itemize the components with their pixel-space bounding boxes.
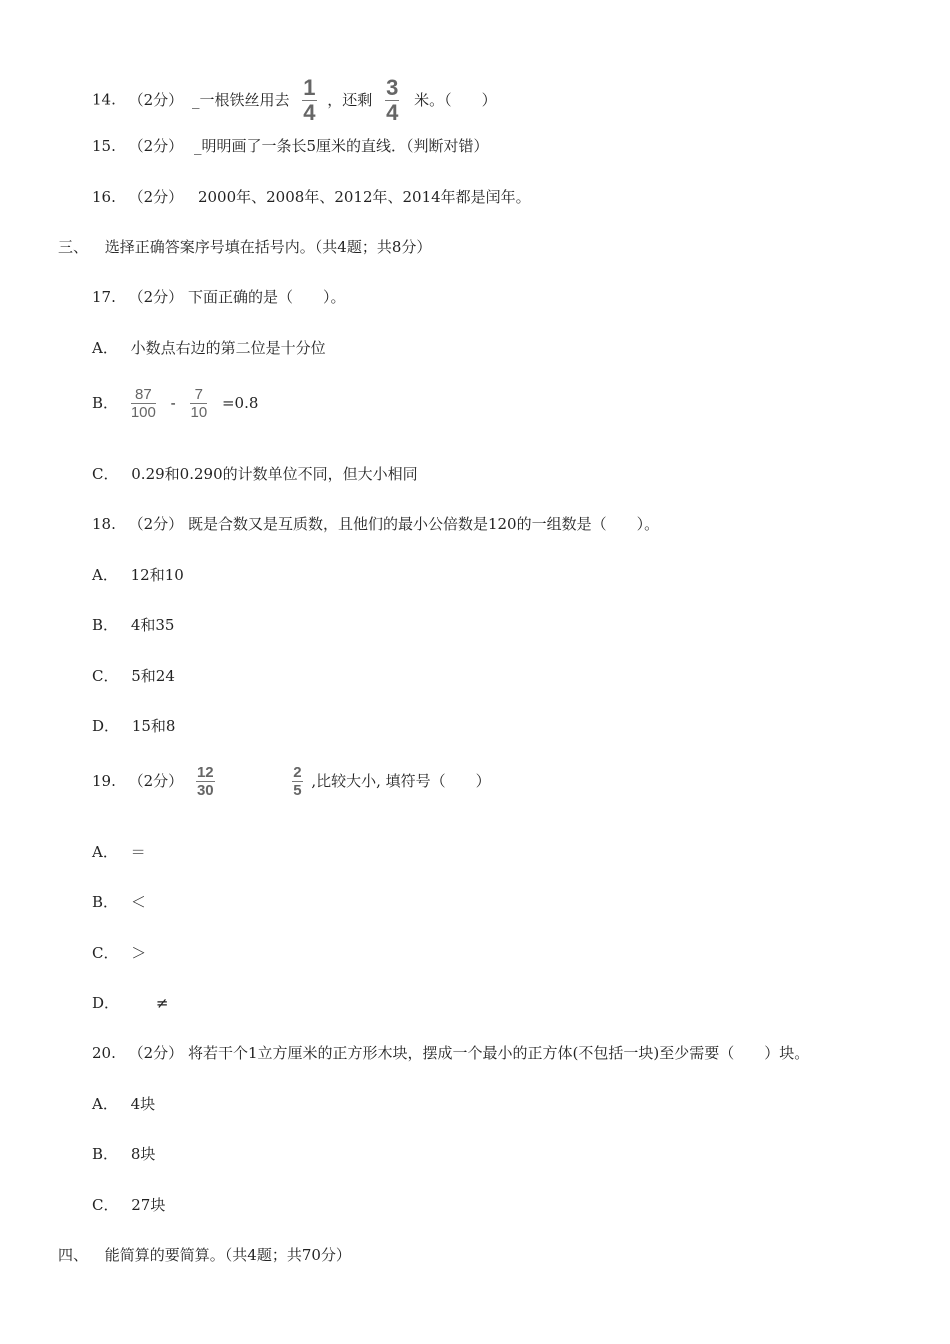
fraction bbox=[302, 77, 316, 124]
option-20-a[interactable] bbox=[92, 1094, 155, 1114]
option-text: ≠ bbox=[155, 994, 169, 1012]
operator: - bbox=[170, 394, 176, 412]
question-14 bbox=[92, 77, 497, 124]
fraction-denominator: 100 bbox=[130, 403, 156, 421]
fraction bbox=[131, 387, 156, 420]
option-label: A． bbox=[92, 566, 118, 584]
question-15 bbox=[92, 136, 489, 156]
section-heading-4 bbox=[58, 1245, 351, 1265]
fraction-denominator: 4 bbox=[386, 100, 399, 125]
fraction-numerator: 3 bbox=[386, 75, 399, 100]
option-label: C． bbox=[92, 667, 119, 685]
option-19-d[interactable] bbox=[92, 993, 168, 1013]
question-number: 18. bbox=[92, 515, 116, 533]
fraction bbox=[292, 765, 302, 798]
question-number: 16. bbox=[92, 188, 116, 206]
option-label: B． bbox=[92, 616, 119, 634]
question-score: （2分） bbox=[128, 90, 184, 109]
option-17-b[interactable] bbox=[92, 384, 258, 421]
question-text: ,比较大小, 填符号（ ） bbox=[311, 772, 491, 790]
fraction-denominator: 5 bbox=[293, 781, 302, 799]
option-text: 5和24 bbox=[131, 667, 175, 685]
question-19 bbox=[92, 760, 491, 801]
fraction-numerator: 7 bbox=[194, 385, 203, 403]
question-score: （2分） bbox=[128, 1044, 184, 1062]
question-16 bbox=[92, 187, 531, 207]
option-18-d[interactable] bbox=[92, 716, 175, 736]
question-17 bbox=[92, 287, 345, 307]
option-text: 15和8 bbox=[131, 717, 176, 735]
question-text: _明明画了一条长5厘米的直线．（判断对错） bbox=[193, 137, 489, 155]
option-19-c[interactable] bbox=[92, 943, 146, 963]
option-text: 12和10 bbox=[130, 566, 184, 584]
section-label: 三、 bbox=[58, 238, 89, 256]
section-title: 能简算的要简算。（共4题；共70分） bbox=[104, 1246, 351, 1264]
option-text: ＝ bbox=[130, 843, 146, 861]
fraction bbox=[190, 387, 207, 420]
option-20-b[interactable] bbox=[92, 1144, 155, 1164]
section-label: 四、 bbox=[58, 1246, 89, 1264]
question-20 bbox=[92, 1043, 809, 1063]
question-score: （2分） bbox=[128, 515, 184, 533]
fraction-numerator: 87 bbox=[134, 385, 152, 403]
option-label: B． bbox=[92, 893, 119, 911]
option-18-c[interactable] bbox=[92, 666, 175, 686]
fraction-denominator: 4 bbox=[303, 100, 316, 125]
question-text: 既是合数又是互质数，且他们的最小公倍数是120的一组数是（ ）。 bbox=[187, 515, 660, 533]
fraction-denominator: 10 bbox=[190, 403, 208, 421]
fraction bbox=[385, 77, 399, 124]
option-label: C． bbox=[92, 465, 119, 483]
option-label: D． bbox=[92, 994, 120, 1012]
question-number: 15. bbox=[92, 137, 116, 155]
section-heading-3 bbox=[58, 237, 431, 257]
question-text: 下面正确的是（ ）。 bbox=[187, 288, 346, 306]
fraction-numerator: 1 bbox=[303, 75, 316, 100]
option-text: 27块 bbox=[131, 1196, 166, 1214]
fraction-denominator: 30 bbox=[196, 781, 214, 799]
option-text: ＜ bbox=[130, 893, 146, 911]
option-text: 小数点右边的第二位是十分位 bbox=[130, 339, 326, 357]
option-label: A． bbox=[92, 339, 118, 357]
question-number: 19. bbox=[92, 772, 116, 790]
fraction-numerator: 12 bbox=[196, 763, 214, 781]
option-18-b[interactable] bbox=[92, 615, 174, 635]
question-score: （2分） bbox=[128, 772, 184, 790]
option-text: =0.8 bbox=[221, 394, 259, 412]
option-18-a[interactable] bbox=[92, 565, 184, 585]
option-17-c[interactable] bbox=[92, 464, 418, 484]
option-label: C． bbox=[92, 944, 119, 962]
question-text: ，还剩 bbox=[327, 90, 373, 109]
option-text: ＞ bbox=[131, 944, 147, 962]
option-text: 4和35 bbox=[130, 616, 175, 634]
question-text: 将若干个1立方厘米的正方形木块，摆成一个最小的正方体(不包括一块)至少需要（ ）块。 bbox=[187, 1044, 810, 1062]
fraction bbox=[196, 765, 215, 798]
question-number: 20. bbox=[92, 1044, 116, 1062]
option-20-c[interactable] bbox=[92, 1195, 165, 1215]
question-score: （2分） bbox=[128, 288, 184, 306]
section-title: 选择正确答案序号填在括号内。（共4题；共8分） bbox=[104, 238, 432, 256]
fraction-numerator: 2 bbox=[293, 763, 302, 781]
question-score: （2分） bbox=[128, 188, 184, 206]
question-score: （2分） bbox=[128, 137, 184, 155]
option-19-a[interactable] bbox=[92, 842, 146, 862]
option-label: D． bbox=[92, 717, 120, 735]
question-text: _一根铁丝用去 bbox=[191, 90, 290, 109]
option-label: B． bbox=[92, 1145, 119, 1163]
option-label: C． bbox=[92, 1196, 119, 1214]
option-text: 4块 bbox=[130, 1095, 156, 1113]
option-label: A． bbox=[92, 1095, 118, 1113]
question-text: 米。（ ） bbox=[414, 90, 497, 109]
option-label: B． bbox=[92, 394, 119, 412]
option-19-b[interactable] bbox=[92, 892, 146, 912]
option-text: 8块 bbox=[130, 1145, 156, 1163]
option-17-a[interactable] bbox=[92, 338, 326, 358]
question-18 bbox=[92, 514, 659, 534]
question-number: 14. bbox=[92, 90, 116, 109]
question-number: 17. bbox=[92, 288, 116, 306]
option-text: 0.29和0.290的计数单位不同，但大小相同 bbox=[131, 465, 418, 483]
option-label: A． bbox=[92, 843, 118, 861]
question-text: 2000年、2008年、2012年、2014年都是闰年。 bbox=[197, 188, 531, 206]
